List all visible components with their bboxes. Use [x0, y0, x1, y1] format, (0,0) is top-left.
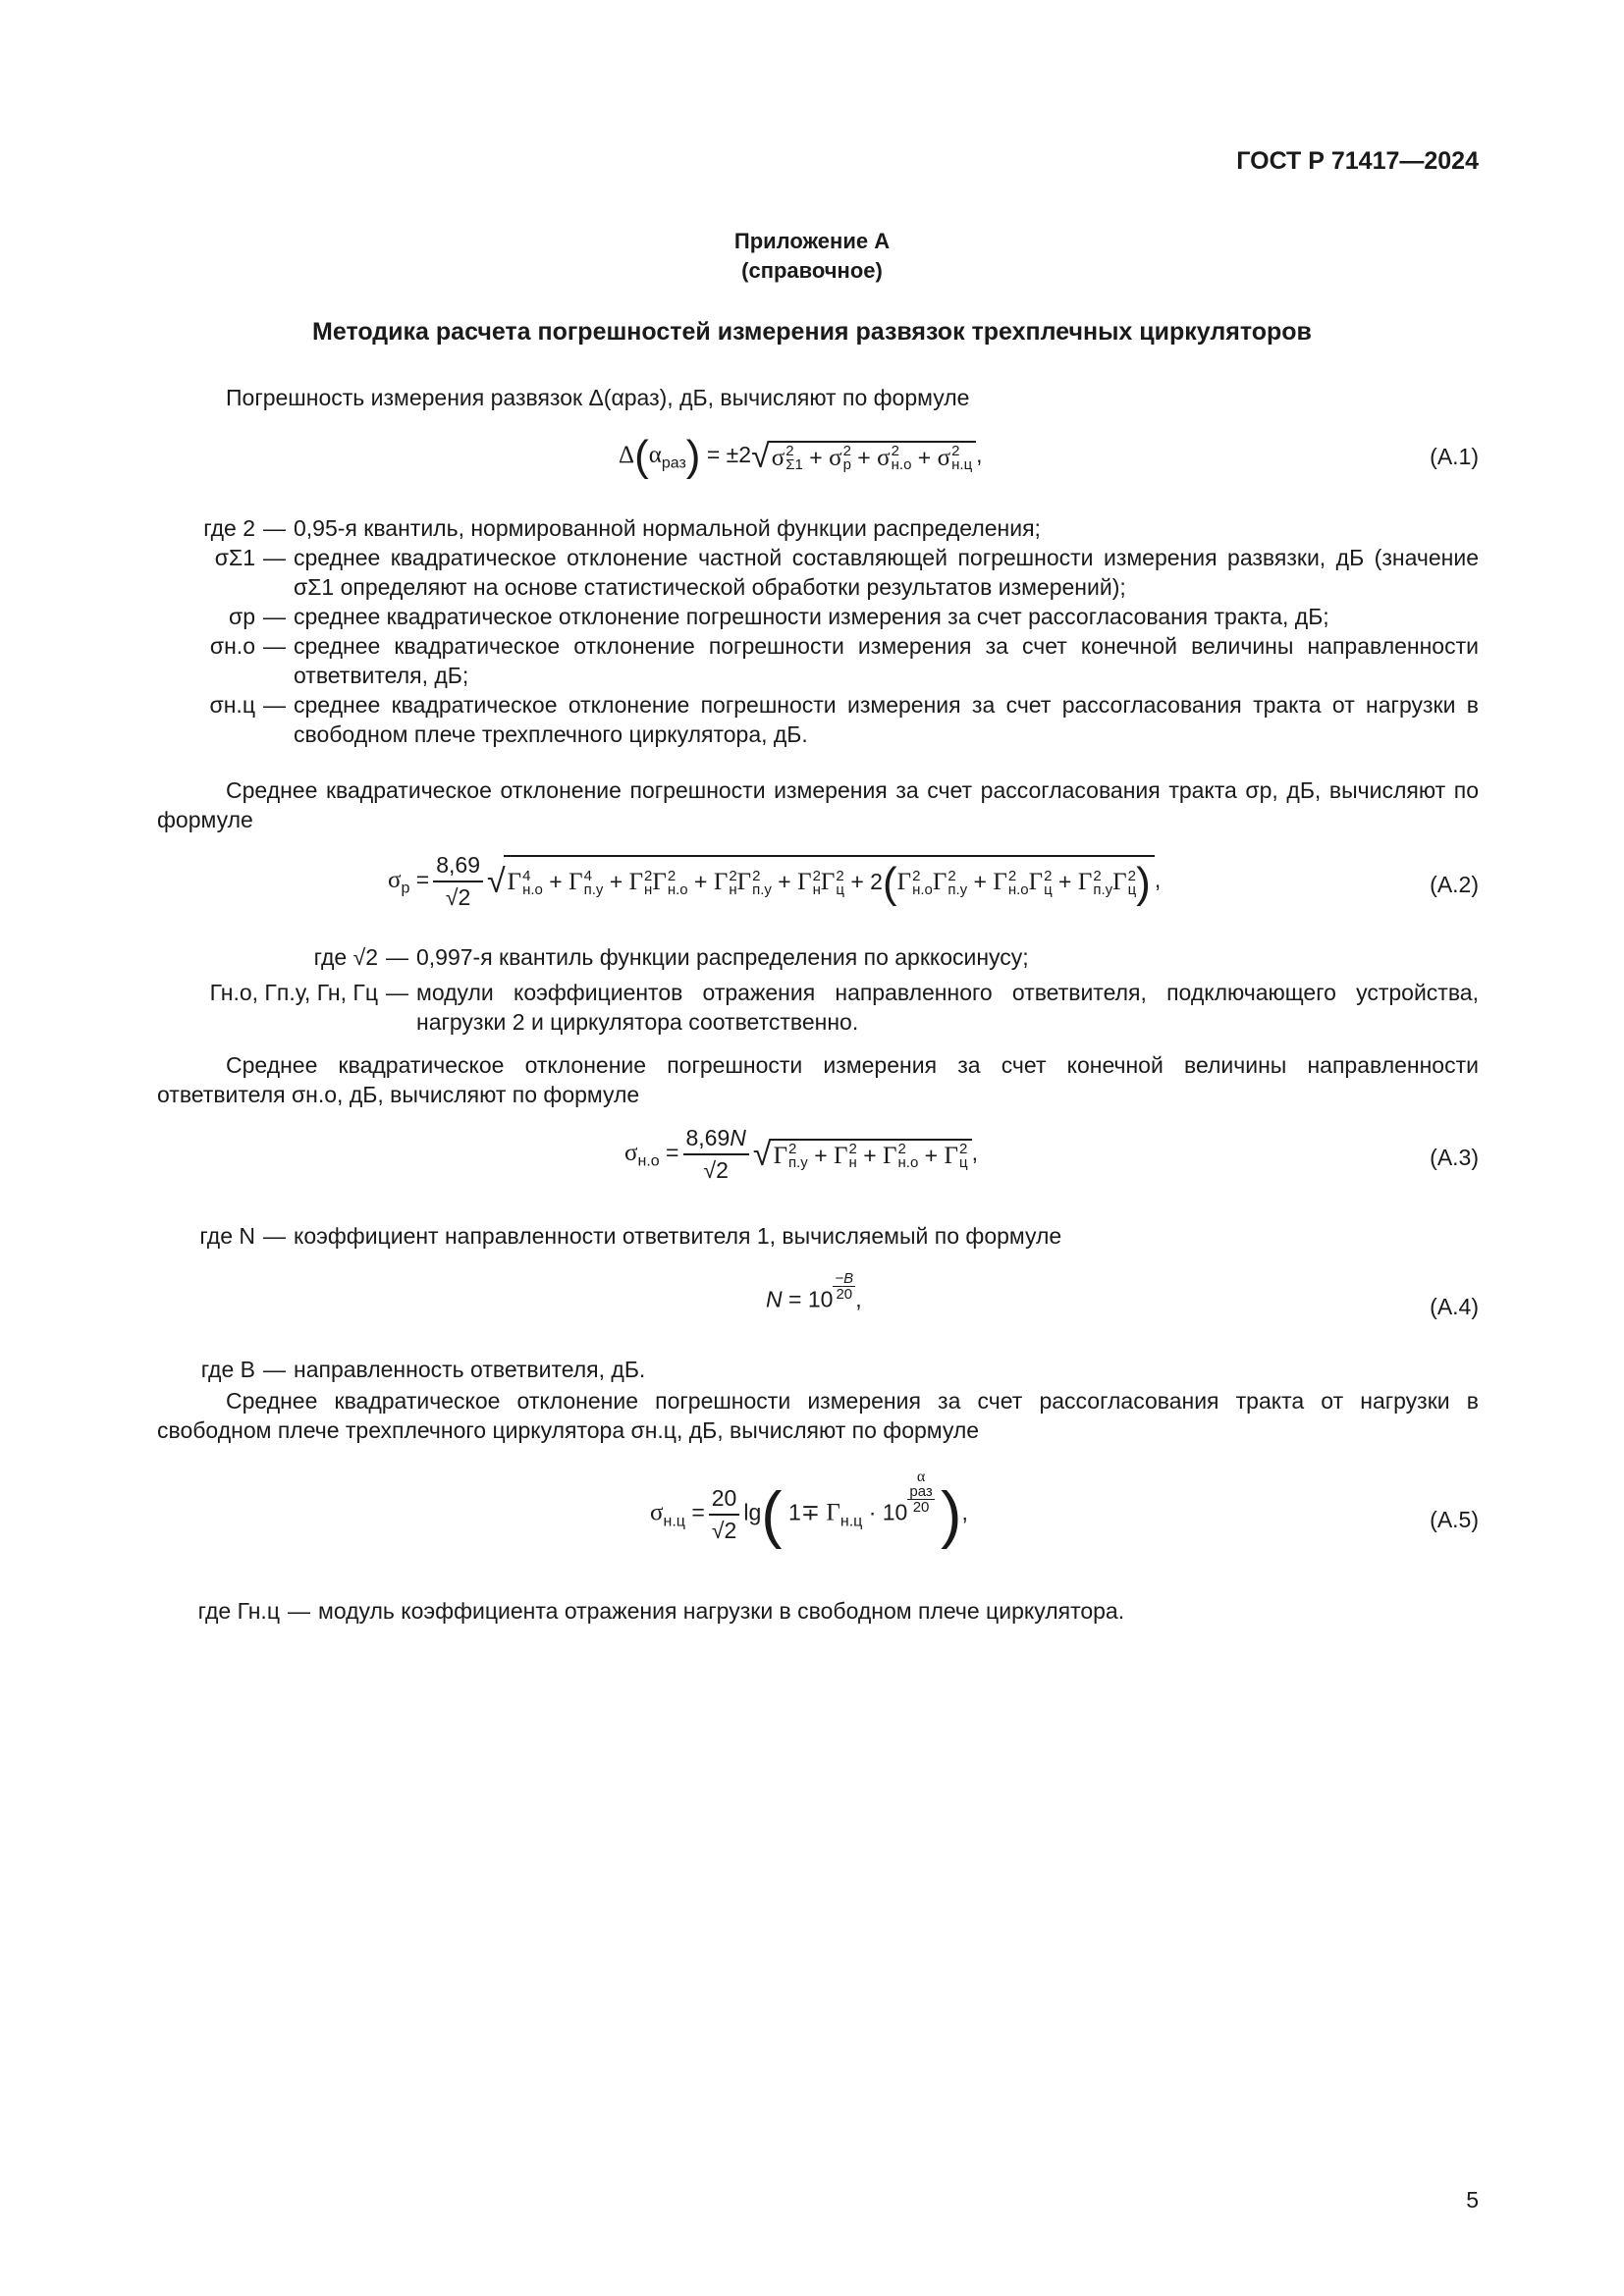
definition-symbol: Гн.о, Гп.у, Гн, Гц — [209, 980, 378, 1005]
definition-text: 0,95-я квантиль, нормированной нормальной функции распределения; — [294, 515, 1041, 541]
definition-row: σр — среднее квадратическое отклонение погрешности измерения за счет рассогласования тракта, дБ; — [157, 602, 1479, 631]
paragraph-sigma-p: Среднее квадратическое отклонение погрешности измерения за счет рассогласования тракта σр, дБ, вычисляют по формуле — [157, 777, 1479, 832]
equation-number-a4: (А.4) — [1430, 1294, 1479, 1319]
definition-row: σн.ц — среднее квадратическое отклонение погрешности измерения за счет рассогласования тракта от нагрузки в свободном плече трехплечного циркулятора, дБ. — [157, 690, 1479, 749]
definition-text: среднее квадратическое отклонение погрешности измерения за счет конечной величины направленности ответвителя, дБ; — [294, 633, 1479, 688]
definition-symbol: σн.ц — [209, 692, 255, 718]
definition-text: направленность ответвителя, дБ. — [294, 1357, 646, 1382]
definition-text: среднее квадратическое отклонение частной составляющей погрешности измерения развязки, дБ (значение σΣ1 определяют на основе статистической обработки результатов измерений); — [294, 545, 1479, 600]
definition-symbol: σΣ1 — [214, 545, 255, 570]
formula-a1: $\Delta(\alpha_{раз}) = \pm 2√\sigma$ 2 Σ1 + σ 2 р + σ 2 н.о + σ 2 н.ц , — [619, 432, 983, 480]
definition-row: σн.о — среднее квадратическое отклонение погрешности измерения за счет конечной величины направленности ответвителя, дБ; — [157, 631, 1479, 690]
definition-symbol: σн.о — [209, 633, 255, 659]
section-title: Методика расчета погрешностей измерения развязок трехплечных циркуляторов — [312, 318, 1312, 346]
formula-a4: N = 10 $\frac{-B}{20}$ , — [766, 1270, 862, 1312]
standard-designation: ГОСТ Р 71417—2024 — [1236, 147, 1479, 175]
definition-text: 0,997-я квантиль функции распределения по арккосинусу; — [416, 944, 1029, 970]
definition-b: где В — направленность ответвителя, дБ. — [157, 1355, 1479, 1384]
definition-text: среднее квадратическое отклонение погрешности измерения за счет рассогласования тракта, дБ; — [294, 604, 1329, 629]
formula-a5: $\sigma_{н.ц}$ = $\frac{20}{√2}$ lg( $1\mp Г_{н.ц} \cdot 10$ α раз 20 ), — [650, 1468, 968, 1550]
paragraph-sigma-nc: Среднее квадратическое отклонение погрешности измерения за счет рассогласования тракта от нагрузки в свободном плече трехплечного циркулятора σн.ц, дБ, вычисляют по формуле — [157, 1388, 1479, 1443]
definition-symbol: где N — [199, 1223, 255, 1249]
annex-label: Приложение А — [733, 229, 891, 253]
definition-g: где Гн.ц — модуль коэффициента отражения нагрузки в свободном плече циркулятора. — [157, 1596, 1479, 1626]
definition-symbol: где 2 — [203, 515, 255, 541]
formula-a3: $\sigma_{н.о}$ = $\frac{8,69N}{√2}$ √Г 2 п.у + Г 2 н + Г 2 н.о + Г 2 ц , — [624, 1125, 978, 1183]
formula-a2: $\sigma_р$ = $\frac{8,69}{√2}$ √Г 4 н.о + Г 4 п.у + Г 2 н Г 2 н.о + Г 2 н Г 2 п.у + Г 2 н Г 2 ц + 2(Г 2 н.о Г 2 п.у + Г 2 н.о Г 2 ц + Г 2 п.у Г 2 ц ) , — [388, 852, 1162, 910]
paragraph-intro-text: Погрешность измерения развязок Δ(αраз), дБ, вычисляют по формуле — [226, 385, 970, 410]
page-number: 5 — [1466, 2187, 1479, 2213]
definition-text: коэффициент направленности ответвителя 1, вычисляемый по формуле — [294, 1223, 1062, 1249]
definition-row: σΣ1 — среднее квадратическое отклонение частной составляющей погрешности измерения развязки, дБ (значение σΣ1 определяют на основе статистической обработки результатов измерений); — [157, 543, 1479, 602]
definition-symbol: где Гн.ц — [197, 1598, 280, 1624]
paragraph-intro — [226, 383, 1479, 412]
annex-type: (справочное) — [741, 258, 883, 283]
definitions-a1 — [157, 513, 1479, 749]
definition-row: Гн.о, Гп.у, Гн, Гц — модули коэффициентов отражения направленного ответвителя, подключающего устройства, нагрузки 2 и циркулятора соответственно. — [157, 978, 1479, 1037]
definition-n: где N — коэффициент направленности ответвителя 1, вычисляемый по формуле — [157, 1221, 1479, 1251]
definition-symbol: где В — [200, 1357, 255, 1382]
definition-text: модуль коэффициента отражения нагрузки в свободном плече циркулятора. — [318, 1598, 1125, 1624]
definitions-a2 — [157, 942, 1479, 1037]
equation-number-a5: (А.5) — [1430, 1507, 1479, 1532]
equation-number-a1: (А.1) — [1430, 444, 1479, 469]
equation-number-a3: (А.3) — [1430, 1145, 1479, 1170]
definition-row: где 2 — 0,95-я квантиль, нормированной нормальной функции распределения; — [157, 513, 1479, 543]
definition-symbol: σр — [229, 604, 255, 629]
definition-text: среднее квадратическое отклонение погрешности измерения за счет рассогласования тракта от нагрузки в свободном плече трехплечного циркулятора, дБ. — [294, 692, 1479, 747]
annex-heading — [0, 227, 1624, 286]
paragraph-sigma-no: Среднее квадратическое отклонение погрешности измерения за счет конечной величины направленности ответвителя σн.о, дБ, вычисляют по формуле — [157, 1052, 1479, 1107]
definition-symbol: где √2 — [313, 944, 378, 970]
definition-text: модули коэффициентов отражения направленного ответвителя, подключающего устройства, нагрузки 2 и циркулятора соответственно. — [416, 980, 1479, 1035]
equation-number-a2: (А.2) — [1430, 872, 1479, 897]
definition-row: где √2 — 0,997-я квантиль функции распределения по арккосинусу; — [157, 942, 1479, 972]
